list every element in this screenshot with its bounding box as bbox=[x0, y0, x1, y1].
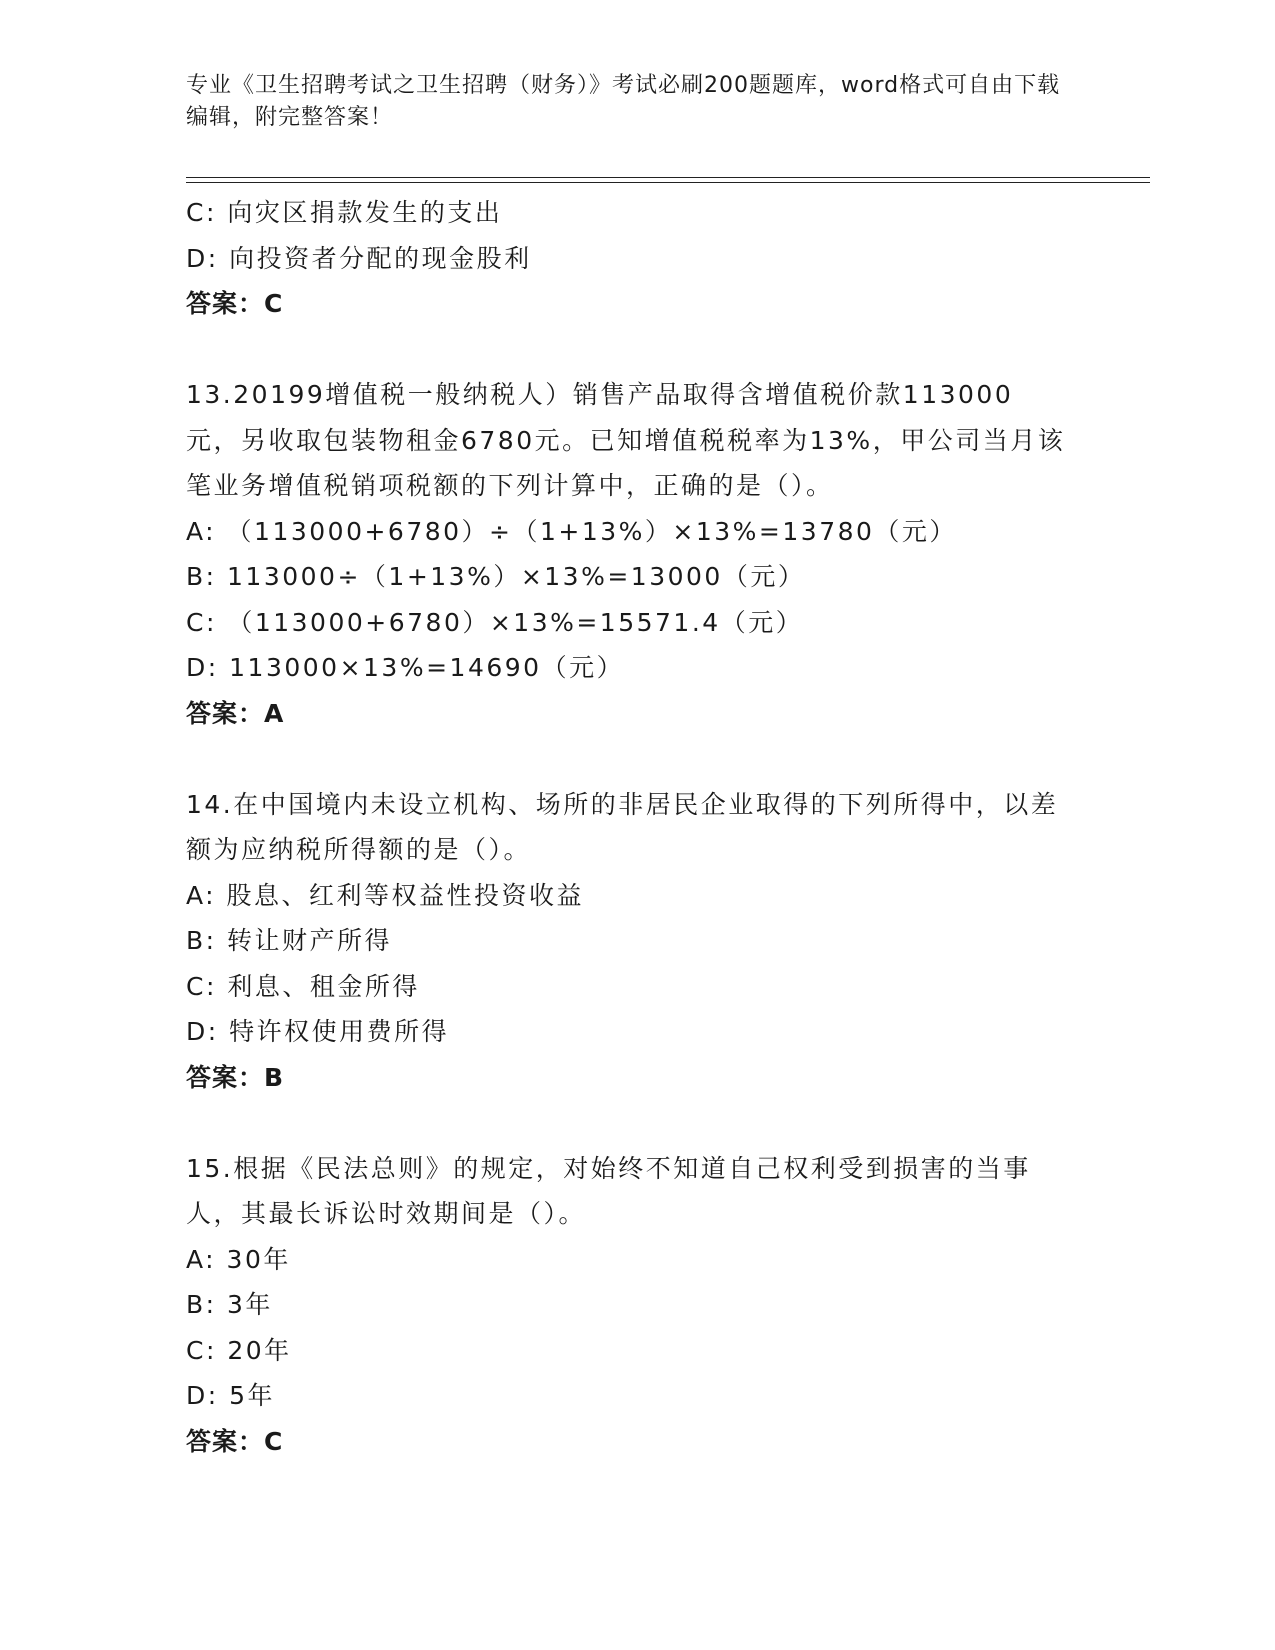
option-text: 113000÷（1+13%）×13%=13000（元） bbox=[227, 562, 806, 591]
option-text: （113000+6780）×13%=15571.4（元） bbox=[227, 607, 804, 637]
option-d bbox=[186, 236, 1106, 282]
option-b bbox=[186, 554, 1106, 600]
question-text: 20199增值税一般纳税人）销售产品取得含增值税价款113000元，另收取包装物租金6780元。已知增值税税率为13%，甲公司当月该笔业务增值税销项税额的下列计算中，正确的是（）。 bbox=[186, 380, 1066, 500]
question-stem bbox=[186, 1146, 1066, 1237]
answer-line: 答案：C bbox=[186, 289, 284, 318]
spacer bbox=[186, 327, 1106, 373]
option-label: D: bbox=[186, 653, 219, 682]
option-text: （113000+6780）÷（1+13%）×13%=13780（元） bbox=[226, 516, 957, 546]
question-stem bbox=[186, 372, 1066, 509]
option-label: A: bbox=[186, 516, 217, 546]
option-b bbox=[186, 918, 1106, 964]
option-text: 3年 bbox=[227, 1290, 273, 1319]
option-text: 转让财产所得 bbox=[227, 926, 393, 955]
option-text: 20年 bbox=[227, 1335, 292, 1365]
question-content bbox=[186, 190, 1106, 1464]
option-label: B: bbox=[186, 926, 217, 955]
option-text: 股息、红利等权益性投资收益 bbox=[226, 880, 585, 910]
option-d bbox=[186, 645, 1106, 691]
option-text: 5年 bbox=[229, 1381, 276, 1410]
question-stem bbox=[186, 782, 1066, 873]
question-text: 在中国境内未设立机构、场所的非居民企业取得的下列所得中，以差额为应纳税所得额的是（）。 bbox=[186, 789, 1059, 864]
header-divider-top bbox=[186, 177, 1150, 178]
option-text: 113000×13%=14690（元） bbox=[229, 653, 625, 682]
option-label: B: bbox=[186, 562, 217, 591]
question-number: 13. bbox=[186, 380, 234, 409]
answer-line: 答案：C bbox=[186, 1426, 284, 1456]
option-label: A: bbox=[186, 880, 217, 910]
option-text: 向投资者分配的现金股利 bbox=[229, 243, 532, 273]
option-text: 30年 bbox=[226, 1244, 291, 1274]
option-text: 向灾区捐款发生的支出 bbox=[227, 198, 503, 227]
question-number: 15. bbox=[186, 1153, 234, 1183]
answer-line: 答案：B bbox=[186, 1062, 285, 1092]
answer-line: 答案：A bbox=[186, 698, 285, 728]
option-b bbox=[186, 1282, 1106, 1328]
option-label: D: bbox=[186, 1381, 219, 1410]
option-label: C: bbox=[186, 971, 217, 1001]
option-label: B: bbox=[186, 1290, 217, 1319]
option-c bbox=[186, 1328, 1106, 1374]
option-label: D: bbox=[186, 1017, 219, 1046]
option-d bbox=[186, 1373, 1106, 1419]
option-label: A: bbox=[186, 1244, 217, 1274]
option-label: C: bbox=[186, 198, 217, 227]
page-header: 专业《卫生招聘考试之卫生招聘（财务）》考试必刷200题题库，word格式可自由下载编辑，附完整答案！ bbox=[186, 73, 1061, 130]
spacer bbox=[186, 1100, 1106, 1146]
option-text: 特许权使用费所得 bbox=[229, 1017, 450, 1046]
option-label: C: bbox=[186, 607, 217, 637]
option-c bbox=[186, 600, 1106, 646]
option-label: D: bbox=[186, 243, 219, 273]
question-number: 14. bbox=[186, 789, 234, 819]
option-c bbox=[186, 190, 1106, 236]
option-c bbox=[186, 964, 1106, 1010]
option-a bbox=[186, 509, 1106, 555]
option-text: 利息、租金所得 bbox=[227, 971, 420, 1001]
option-a bbox=[186, 1237, 1106, 1283]
option-a bbox=[186, 873, 1106, 919]
header-divider-bottom bbox=[186, 182, 1150, 183]
option-label: C: bbox=[186, 1335, 217, 1365]
option-d bbox=[186, 1009, 1106, 1055]
spacer bbox=[186, 736, 1106, 782]
question-text: 根据《民法总则》的规定，对始终不知道自己权利受到损害的当事人，其最长诉讼时效期间是（）。 bbox=[186, 1153, 1031, 1228]
